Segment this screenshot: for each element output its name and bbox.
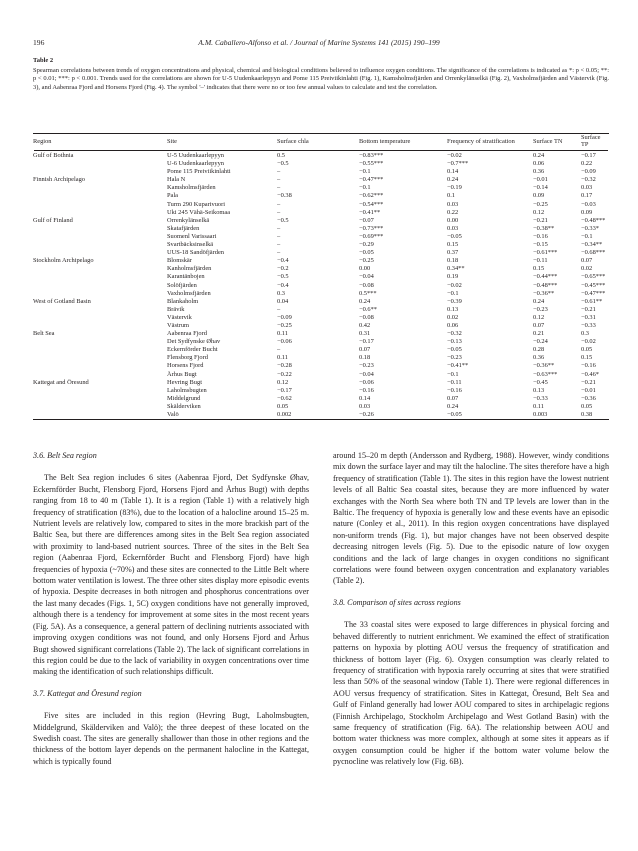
table-cell: −0.24 [533,338,548,346]
table-cell: −0.47*** [359,176,384,184]
table-cell: U-6 Uudenkaarlepyyn [167,160,224,168]
table-cell: −0.41** [447,362,469,370]
table-cell: 0.12 [533,208,545,216]
table-cell: −0.46* [581,370,599,378]
table-cell: −0.48*** [581,216,606,224]
table-cell: −0.17 [359,338,374,346]
table-cell: 0.5*** [359,289,377,297]
table-cell: Orrenkylänselkä [167,216,210,224]
table-cell [33,168,167,176]
table-cell: 0.14 [359,394,371,402]
table-row [33,298,609,306]
table-cell: 0.22 [447,208,459,216]
table-cell: Västervik [167,313,192,321]
column-header: Bottom temperature [359,137,411,145]
table-cell [33,395,167,403]
table-cell: −0.25 [359,257,374,265]
table-cell: Kamsholmsfjärden [167,184,216,192]
table-cell [33,241,167,249]
table-cell [33,192,167,200]
table-row [33,282,609,290]
table-cell: 0.37 [447,249,459,257]
column-header: Surface TN [533,137,563,145]
correlation-table [33,133,609,420]
table-cell: Eckernförder Bucht [167,346,218,354]
table-cell: −0.11 [447,378,462,386]
table-cell: 0.03 [447,200,459,208]
table-cell: Kattegat and Öresund [33,378,89,386]
table-cell: 0.1 [447,192,455,200]
table-cell: Middelgrund [167,394,201,402]
table-cell: −0.23 [533,305,548,313]
table-cell: 0.24 [447,402,459,410]
table-cell: – [277,176,281,184]
table-row [33,184,609,192]
table-cell: −0.11 [533,257,548,265]
table-cell: −0.36** [533,362,555,370]
table-cell: −0.61** [581,297,603,305]
table-row [33,395,609,403]
table-cell: Flensborg Fjord [167,354,208,362]
table-cell: Laholmsbugten [167,386,207,394]
table-cell: 0.05 [581,402,593,410]
table-row [33,379,609,387]
table-cell: 0.00 [359,265,371,273]
table-cell: −0.62 [277,394,292,402]
table-cell [33,403,167,411]
table-cell: 0.22 [581,160,593,168]
table-cell: −0.01 [533,176,548,184]
table-cell [33,273,167,281]
table-cell: 0.18 [447,257,459,265]
table-cell: – [277,224,281,232]
table-cell: Belt Sea [33,330,55,338]
table-row [33,338,609,346]
table-cell [33,225,167,233]
table-cell: −0.05 [447,232,462,240]
table-row [33,209,609,217]
table-cell: −0.1 [447,289,459,297]
table-cell: West of Gotland Basin [33,297,91,305]
table-cell: Hevring Bugt [167,378,202,386]
table-cell: −0.03 [581,200,596,208]
table-cell: −0.29 [359,241,374,249]
table-cell: 0.24 [533,152,545,159]
table-cell: −0.63*** [533,370,558,378]
table-cell: −0.68*** [581,249,606,257]
table-cell: 0.24 [359,297,371,305]
table-cell: 0.09 [533,192,545,200]
table-cell: 0.12 [533,313,545,321]
table-cell: −0.54*** [359,200,384,208]
table-cell: Valö [167,411,179,418]
table-cell: −0.62*** [359,192,384,200]
table-cell [33,362,167,370]
table-cell: Gulf of Bothnia [33,152,74,159]
table-cell: −0.1 [447,370,459,378]
table-cell: 0.38 [581,411,593,418]
table-cell: 0.07 [359,346,371,354]
table-cell: UUS-18 Sandöfjärden [167,249,224,257]
table-cell: Svartbäcksinselkä [167,241,214,249]
table-cell: −0.06 [277,338,292,346]
table-header-row [33,134,609,148]
table-cell [33,411,167,419]
table-cell: 0.42 [359,321,371,329]
table-cell: 0.02 [447,313,459,321]
table-cell: −0.5 [277,160,289,168]
table-cell: −0.32 [581,176,596,184]
table-cell: 0.21 [533,330,545,338]
table-cell: Finnish Archipelago [33,176,86,184]
section-3-7-continued: around 15–20 m depth (Andersson and Rydberg, 1988). However, windy conditions mix down the surface layer and may tilt the halocline. The sites therefore have a high frequency of stratification (Table 1). The sites in this region have the lowest nutrient levels of all Baltic Sea coastal sites, because they are more influenced by water exchanges with the North Sea where both TN and TP levels are lower than in the Baltic. The frequency of hypoxia is generally low and these events have an episodic nature (Conley et al., 2011). In this region oxygen concentrations have displayed non-uniform trends (Fig. 1), but major changes have not been observed despite decreasing nitrogen levels (Fig. 5). Due to the episodic nature of low oxygen conditions and the lack of large changes in oxygen conditions no significant correlations were found between oxygen concentration and explanatory variables (Table 2). [333,451,609,586]
table-cell: −0.05 [447,346,462,354]
table-cell [33,314,167,322]
table-cell: −0.02 [581,338,596,346]
table-row [33,233,609,241]
table-cell [33,160,167,168]
right-column [333,450,609,768]
table-cell: −0.09 [581,168,596,176]
table-row [33,371,609,379]
table-cell: – [277,305,281,313]
table-cell: −0.15 [533,241,548,249]
table-cell: – [277,200,281,208]
table-cell: Uki 245 Vähä-Seikomaa [167,208,231,216]
table-cell: 0.07 [447,394,459,402]
table-bottom-rule [33,419,609,420]
table-cell: 0.19 [447,273,459,281]
table-cell: Horsens Fjord [167,362,204,370]
table-cell: −0.16 [533,232,548,240]
table-row [33,201,609,209]
table-row [33,403,609,411]
table-cell: −0.38 [277,192,292,200]
table-cell: −0.44*** [533,273,558,281]
table-cell: 0.06 [447,321,459,329]
page-number: 196 [33,38,45,47]
table-cell: 0.03 [359,402,371,410]
table-row [33,314,609,322]
table-cell [33,249,167,257]
table-cell: Turm 290 Kuparivuori [167,200,225,208]
table-cell: −0.4 [277,281,289,289]
table-cell: −0.47*** [581,289,606,297]
running-header [33,38,605,50]
table-cell: Karantänbojen [167,273,205,281]
table-cell: 0.15 [447,241,459,249]
table-cell: −0.05 [447,411,462,418]
table-row [33,241,609,249]
table-cell: 0.11 [277,354,288,362]
column-header: Surface TP [581,134,601,148]
table-row [33,306,609,314]
table-row [33,265,609,273]
table-cell: 0.05 [581,346,593,354]
table-cell: −0.08 [359,313,374,321]
table-cell: 0.002 [277,411,292,418]
table-cell: −0.02 [447,152,462,159]
table-row [33,322,609,330]
table-cell: 0.36 [533,354,545,362]
table-cell: 0.03 [447,224,459,232]
table-row [33,387,609,395]
table-cell: −0.16 [447,386,462,394]
table-cell: 0.24 [533,297,545,305]
column-header: Site [167,137,177,145]
table-cell: – [277,346,281,354]
table-cell [33,201,167,209]
table-cell: Det Sydfynske Øhav [167,338,221,346]
table-cell: −0.25 [277,321,292,329]
table-cell: – [277,168,281,176]
table-cell: −0.1 [581,232,593,240]
table-cell [33,354,167,362]
table-cell [33,184,167,192]
section-heading-3-6: 3.6. Belt Sea region [33,451,97,460]
table-cell: Suomenl Varissaari [167,232,217,240]
section-3-7-paragraph: Five sites are included in this region (Hevring Bugt, Laholmsbugten, Middelgrund, Skälderviken and Valö); the three deepest of these located on the Swedish coast. The sites are generally shallower than those in other regions and the thickness of the bottom layer depends on the permanent halocline in the Kattegat, which is typically found [33,711,309,766]
table-cell: 0.34** [447,265,465,273]
table-cell: −0.01 [581,386,596,394]
table-row [33,290,609,298]
table-cell [33,322,167,330]
table-cell: −0.33* [581,224,599,232]
table-cell [33,233,167,241]
table-cell: Pome 115 Preiviikinlahti [167,168,231,176]
table-cell [33,338,167,346]
table-cell: 0.07 [581,257,593,265]
table-cell: Stockholm Archipelago [33,257,94,265]
table-cell: Aabenraa Fjord [167,330,207,338]
table-cell: −0.83*** [359,152,384,159]
section-heading-3-7: 3.7. Kattegat and Öresund region [33,688,142,698]
table-cell: −0.07 [359,216,374,224]
section-3-6-paragraph: The Belt Sea region includes 6 sites (Aabenraa Fjord, Det Sydfynske Øhav, Eckernförder Bucht, Flensborg Fjord, Horsens Fjord and Århus Bugt) with depths ranging from 18 to 40 m (Table 1). It is a region (Table 1) with a relatively high frequency of stratification (83%), due to the location of a halocline around 15–25 m. Nutrient levels are relatively low, compared to sites in the more brackish part of the Baltic Sea, but there are differences among sites in the Belt Sea region associated with proximity to land-based nutrient sources. Three of the sites in the Belt Sea region (Aabenraa Fjord, Eckernförder Bucht and Flensborg Fjord) have high frequencies of hypoxia (~70%) and these sites are connected to the Little Belt where bottom water ventilation is lowest. The three other sites display more episodic events of hypoxia. Despite decreases in both nitrogen and phosphorus concentrations over the last many decades (Figs. 1, 5C) oxygen conditions have not generally improved, although there is a tendency for improvement at some sites in the most recent years (Fig. 5A). As a consequence, a general pattern of declining nutrients associated with improving oxygen conditions was not found, and only Horsens Fjord and Århus Bugt showed significant correlations (Table 2). The lack of significant correlations in this region could be due to the lack of variability in oxygen concentrations over time making the identification of such relationships difficult. [33,473,309,677]
table-row [33,217,609,225]
table-cell: Västrum [167,321,190,329]
table-cell: Pala [167,192,179,200]
table-cell: −0.7*** [447,160,469,168]
table-cell: −0.14 [533,184,548,192]
table-cell: −0.5 [277,216,289,224]
table-cell: −0.4 [277,257,289,265]
table-cell: −0.21 [581,378,596,386]
table-cell: Blankaholm [167,297,199,305]
table-cell: – [277,184,281,192]
table-row [33,354,609,362]
section-3-8-paragraph: The 33 coastal sites were exposed to large differences in physical forcing and behaved differently to nutrient enrichment. We examined the effect of stratification patterns on hypoxia by plotting AOU versus the frequency of stratification and thickness of bottom layer (Fig. 6). Oxygen consumption was clearly related to frequency of stratification with hypoxia rarely occurring at sites that were stratified less than 50% of the seasonal window (Table 1). There were regional differences in AOU versus frequency of stratification. Sites in Kattegat, Öresund, Belt Sea and Gulf of Finland generally had lower AOU compared to sites in archipelagic regions (Finnish Archipelago, Stockholm Archipelago and West Gotland Basin) with the same frequency of stratification (Fig. 6A). The relationship between AOU and bottom water thickness was more complex, although at some sites it appears as if oxygen consumption could be higher if the bottom water volume below the pycnocline was relatively low (Fig. 6B). [333,620,609,767]
table-cell: 0.13 [533,386,545,394]
table-cell: −0.13 [447,338,462,346]
table-cell: 0.003 [533,411,548,418]
table-cell: 0.3 [581,330,589,338]
table-row [33,330,609,338]
table-cell: −0.04 [359,273,374,281]
table-cell [33,306,167,314]
table-cell: −0.31 [581,313,596,321]
table-cell: −0.32 [447,330,462,338]
table-label: Table 2 [33,57,54,64]
table-cell: Vaxholmsfjärden [167,289,211,297]
left-column [33,450,309,767]
table-cell: −0.5 [277,273,289,281]
table-cell: Hala N [167,176,186,184]
table-cell: – [277,241,281,249]
table-cell: −0.1 [359,168,371,176]
table-row [33,257,609,265]
table-cell: −0.34** [581,241,603,249]
column-header: Surface chla [277,137,309,145]
table-cell: 0.13 [447,305,459,313]
table-row [33,273,609,281]
table-cell: −0.04 [359,370,374,378]
table-cell: 0.24 [447,176,459,184]
table-cell: −0.26 [359,411,374,418]
table-cell: 0.5 [277,152,285,159]
table-cell [33,387,167,395]
table-cell: −0.21 [581,305,596,313]
table-cell: −0.65*** [581,273,606,281]
table-cell: 0.28 [533,346,545,354]
table-cell: 0.02 [581,265,593,273]
table-cell: −0.05 [359,249,374,257]
journal-citation: A.M. Caballero-Alfonso et al. / Journal of Marine Systems 141 (2015) 190–199 [198,38,440,47]
column-header: Frequency of stratification [447,137,515,145]
table-row [33,249,609,257]
table-cell: −0.36 [581,394,596,402]
table-caption-text: Spearman correlations between trends of oxygen concentrations and physical, chemical and biological conditions believed to influence oxygen conditions. The significance of the correlations is indicated as *: p < 0.05; **: p < 0.01; ***: p < 0.001. Trends used for the correlations are shown for U-5 Uudenkaarlepyyn and Pome 115 Preiviikinlahti (Fig. 1), Kamsholmsfjärden and Orrenkylänselkä (Fig. 2), Vaxholmsfjärden and Västervik (Fig. 3), and Aabenraa Fjord and Horsens Fjord (Fig. 4). The symbol '–' indicates that there were no or too few annual values to calculate and test the correlation. [33,66,609,91]
table-cell: 0.12 [277,378,289,386]
table-cell: −0.21 [533,216,548,224]
table-cell: 0.14 [447,168,459,176]
table-cell [33,290,167,298]
table-cell [33,209,167,217]
table-cell: −0.41** [359,208,381,216]
table-cell: −0.08 [359,281,374,289]
table-cell: 0.18 [359,354,371,362]
table-cell [33,282,167,290]
table-cell [33,265,167,273]
table-cell: 0.17 [581,192,593,200]
table-cell: 0.05 [277,402,289,410]
table-cell: −0.28 [277,362,292,370]
table-cell: Skatafjärden [167,224,200,232]
table-row [33,346,609,354]
table-row [33,411,609,419]
table-cell: Blomskär [167,257,192,265]
table-cell: −0.19 [447,184,462,192]
table-cell: −0.73*** [359,224,384,232]
table-cell: −0.45 [533,378,548,386]
table-cell: Skälderviken [167,402,201,410]
table-cell: 0.03 [581,184,593,192]
table-cell: 0.11 [533,402,544,410]
table-cell: 0.11 [277,330,288,338]
table-cell: −0.39 [447,297,462,305]
table-cell: – [277,232,281,240]
table-caption [33,57,609,92]
table-cell [33,346,167,354]
table-cell: −0.55*** [359,160,384,168]
table-cell: 0.00 [447,216,459,224]
table-cell: 0.15 [533,265,545,273]
table-cell: −0.61*** [533,249,558,257]
table-cell: −0.6** [359,305,377,313]
table-cell: 0.31 [359,330,371,338]
table-row [33,168,609,176]
table-cell: 0.07 [533,321,545,329]
table-cell: 0.3 [277,289,285,297]
table-row [33,362,609,370]
section-heading-3-8: 3.8. Comparison of sites across regions [333,597,461,607]
table-cell: Solöfjärden [167,281,197,289]
table-cell: −0.16 [581,362,596,370]
table-cell: Brävik [167,305,185,313]
table-cell: −0.1 [359,184,371,192]
table-cell: −0.17 [581,152,596,159]
table-cell: Århus Bugt [167,370,197,378]
table-cell: −0.38** [533,224,555,232]
table-cell: – [277,249,281,257]
table-row [33,160,609,168]
table-cell: U-5 Uudenkaarlepyyn [167,152,224,159]
table-cell: −0.69*** [359,232,384,240]
table-cell: −0.25 [533,200,548,208]
table-cell: −0.23 [447,354,462,362]
table-cell: −0.17 [277,386,292,394]
table-cell: −0.2 [277,265,289,273]
table-cell: – [277,208,281,216]
table-cell: −0.33 [533,394,548,402]
table-cell [33,371,167,379]
table-row [33,176,609,184]
table-cell: −0.48*** [533,281,558,289]
table-cell: Kanholmsfjärden [167,265,212,273]
table-cell: −0.45*** [581,281,606,289]
table-cell: 0.06 [533,160,545,168]
table-cell: −0.33 [581,321,596,329]
table-cell: 0.15 [581,354,593,362]
table-cell: −0.36** [533,289,555,297]
table-cell: Gulf of Finland [33,216,73,224]
header-rule [34,150,608,151]
table-cell: 0.04 [277,297,289,305]
column-header: Region [33,137,52,145]
table-row [33,192,609,200]
table-cell: −0.16 [359,386,374,394]
table-cell: −0.22 [277,370,292,378]
table-cell: −0.23 [359,362,374,370]
table-cell: −0.06 [359,378,374,386]
table-cell: −0.09 [277,313,292,321]
table-row [33,225,609,233]
table-cell: 0.09 [581,208,593,216]
table-row [33,152,609,160]
table-cell: 0.36 [533,168,545,176]
table-cell: −0.02 [447,281,462,289]
